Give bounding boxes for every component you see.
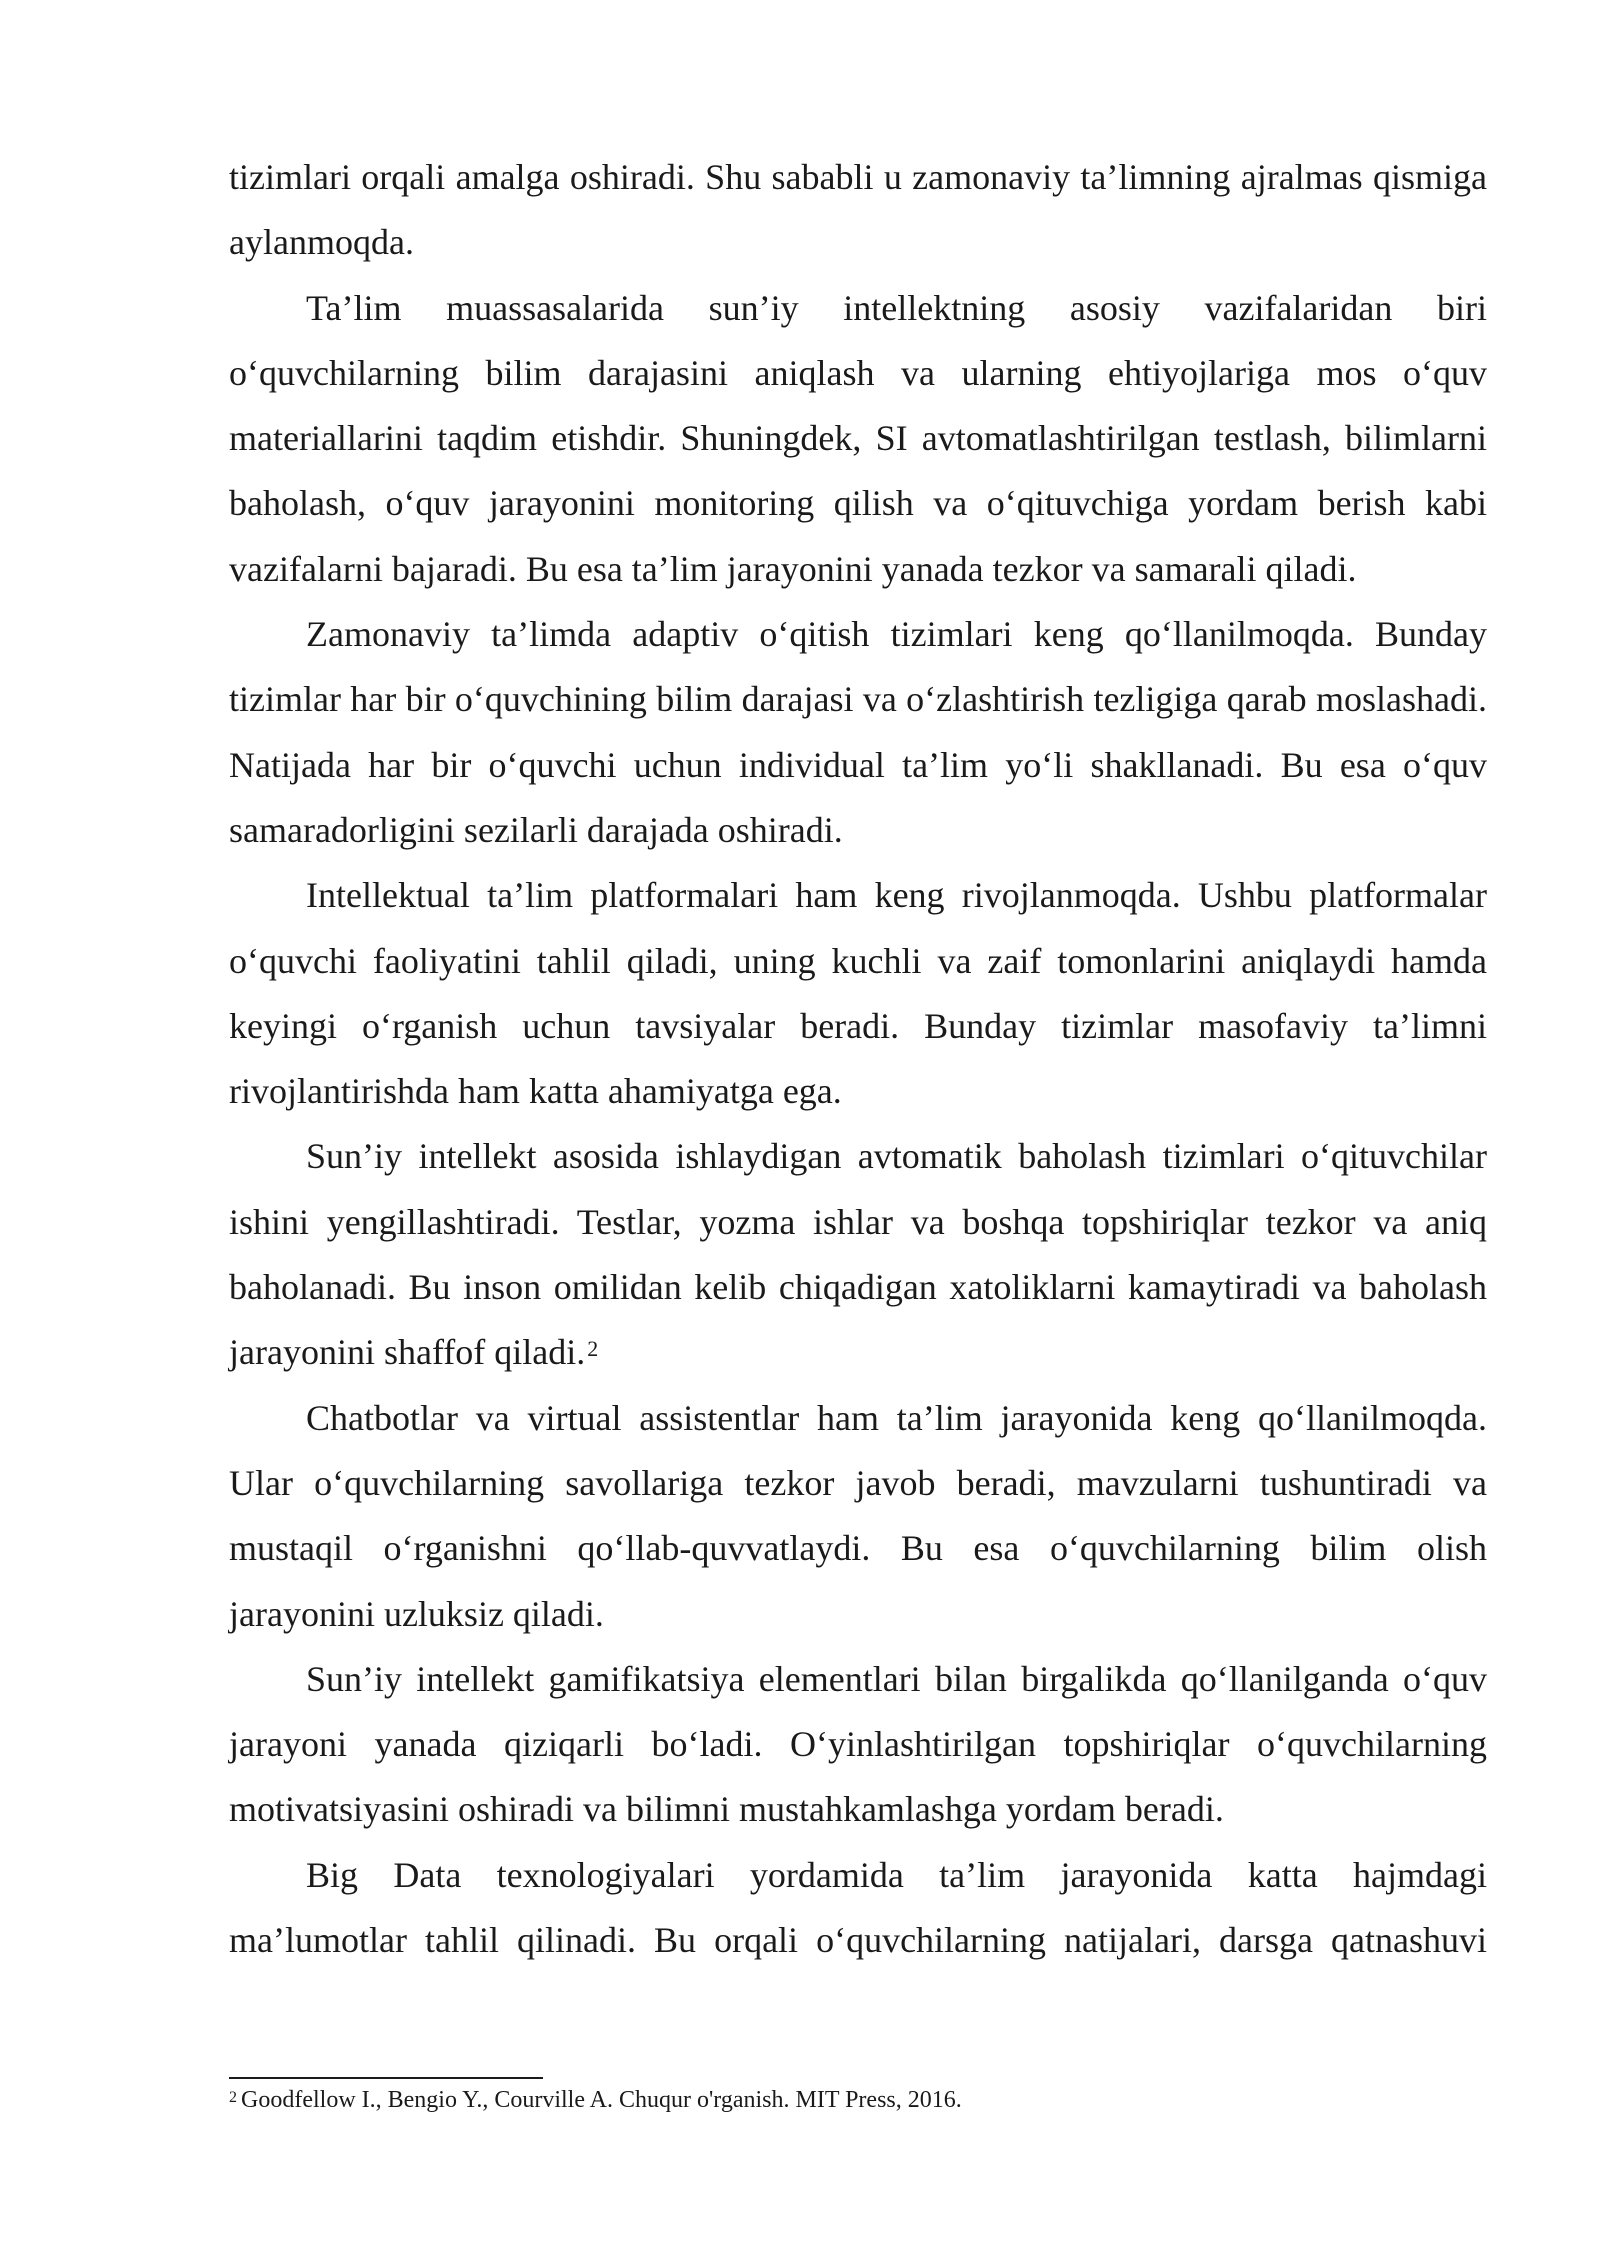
paragraph-5-text: Sun’iy intellekt asosida ishlaydigan avtomatik baholash tizimlari o‘qituvchilar ishini yengillashtiradi. Testlar, yozma ishlar va boshqa topshiriqlar tezkor va aniq baholanadi. Bu inson omilidan kelib chiqadigan xatoliklarni kamaytiradi va baholash jarayonini shaffof qiladi. (229, 1136, 1487, 1373)
paragraph-4: Intellektual ta’lim platformalari ham keng rivojlanmoqda. Ushbu platformalar o‘quvchi faoliyatini tahlil qiladi, uning kuchli va zaif tomonlarini aniqlaydi hamda keyingi o‘rganish uchun tavsiyalar beradi. Bunday tizimlar masofaviy ta’limni rivojlantirishda ham katta ahamiyatga ega. (229, 875, 1487, 1112)
footnote-number: 2 (229, 2089, 237, 2106)
paragraph-2: Ta’lim muassasalarida sun’iy intellektning asosiy vazifalaridan biri o‘quvchilarning bilim darajasini aniqlash va ularning ehtiyojlariga mos o‘quv materiallarini taqdim etishdir. Shuningdek, SI avtomatlashtirilgan testlash, bilimlarni baholash, o‘quv jarayonini monitoring qilish va o‘qituvchiga yordam berish kabi vazifalarni bajaradi. Bu esa ta’lim jarayonini yanada tezkor va samarali qiladi. (229, 287, 1487, 589)
paragraph-1: tizimlari orqali amalga oshiradi. Shu sababli u zamonaviy ta’limning ajralmas qismiga aylanmoqda. (229, 157, 1487, 263)
paragraph-8: Big Data texnologiyalari yordamida ta’lim jarayonida katta hajmdagi ma’lumotlar tahlil qilinadi. Bu orqali o‘quvchilarning natijalari, darsga qatnashuvi (229, 1854, 1487, 1961)
footnote (229, 2084, 1487, 2116)
paragraph-3: Zamonaviy ta’limda adaptiv o‘qitish tizimlari keng qo‘llanilmoqda. Bunday tizimlar har bir o‘quvchining bilim darajasi va o‘zlashtirish tezligiga qarab moslashadi. Natijada har bir o‘quvchi uchun individual ta’lim yo‘li shakllanadi. Bu esa o‘quv samaradorligini sezilarli darajada oshiradi. (229, 614, 1487, 850)
footnote-separator (229, 2077, 543, 2079)
paragraph-6: Chatbotlar va virtual assistentlar ham ta’lim jarayonida keng qo‘llanilmoqda. Ular o‘quvchilarning savollariga tezkor javob beradi, mavzularni tushuntiradi va mustaqil o‘rganishni qo‘llab-quvvatlaydi. Bu esa o‘quvchilarning bilim olish jarayonini uzluksiz qiladi. (229, 1397, 1487, 1634)
footnote-reference[interactable]: 2 (587, 1336, 599, 1362)
paragraph-5 (229, 1124, 1487, 1385)
document-body (229, 145, 1487, 1973)
paragraph-7: Sun’iy intellekt gamifikatsiya elementlari bilan birgalikda qo‘llanilganda o‘quv jarayoni yanada qiziqarli bo‘ladi. O‘yinlashtirilgan topshiriqlar o‘quvchilarning motivatsiyasini oshiradi va bilimni mustahkamlashga yordam beradi. (229, 1658, 1487, 1830)
footnote-text: Goodfellow I., Bengio Y., Courville A. Chuqur o'rganish. MIT Press, 2016. (241, 2087, 962, 2113)
